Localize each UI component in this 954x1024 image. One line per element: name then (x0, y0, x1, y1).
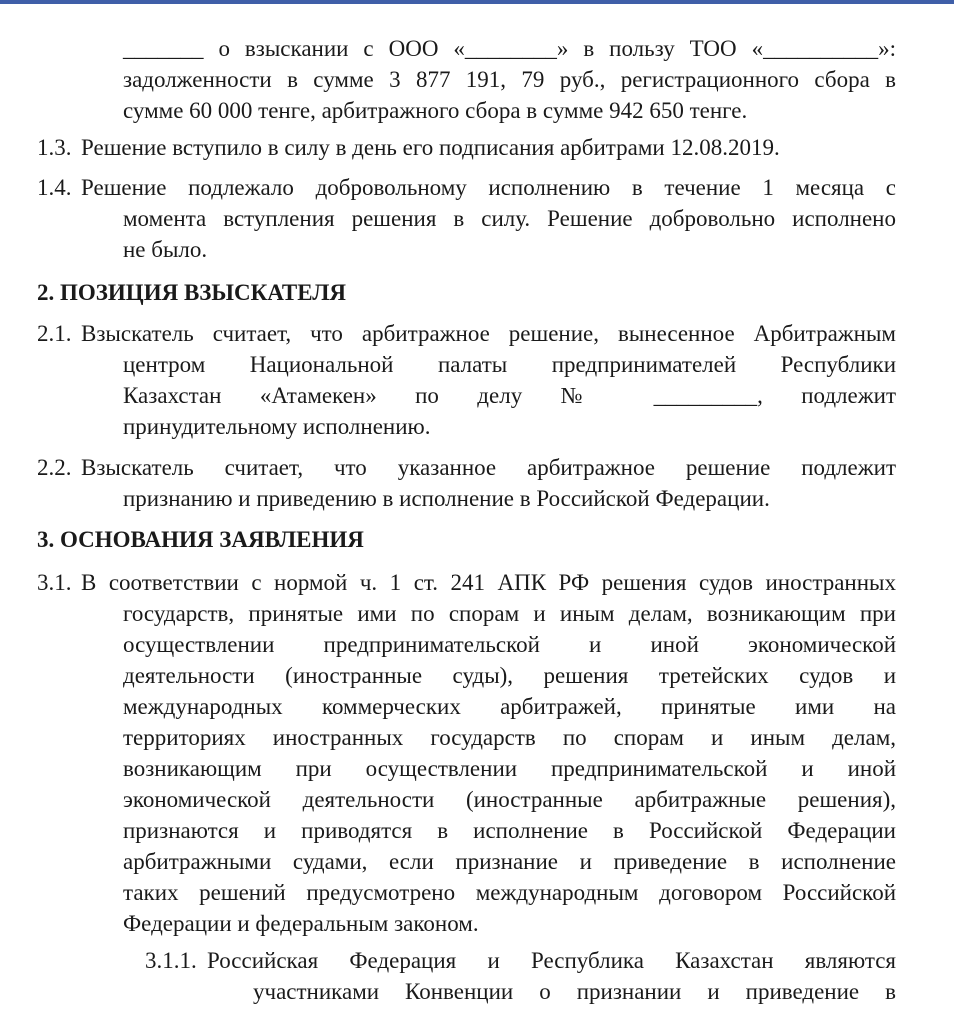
text-line: задолженности в сумме 3 877 191, 79 руб., регистрационного сбора в (123, 67, 896, 92)
paragraph-2-2-first-line (81, 452, 896, 483)
text-line: территориях иностранных государств по спорам и иным делам, (123, 725, 896, 750)
text-line: Федерации и федеральным законом. (123, 911, 479, 936)
paragraph-3-1-1 (253, 976, 896, 1007)
text-line: момента вступления решения в силу. Решение добровольно исполнено (123, 206, 896, 231)
paragraph-3-1 (123, 598, 896, 939)
paragraph-3-1-first-line (81, 567, 896, 598)
text-line: сумме 60 000 тенге, арбитражного сбора в сумме 942 650 тенге. (123, 98, 748, 123)
text-line: арбитражными судами, если признание и приведение в исполнение (123, 849, 896, 874)
text-line: Взыскатель считает, что указанное арбитражное решение подлежит (81, 455, 896, 480)
paragraph-number: 1.3. (37, 135, 72, 160)
text-line: международных коммерческих арбитражей, принятые ими на (123, 694, 896, 719)
paragraph-1-2-continuation (123, 33, 896, 126)
text-line: Решение подлежало добровольному исполнению в течение 1 месяца с (81, 175, 896, 200)
paragraph-number: 2.2. (37, 455, 72, 480)
top-accent-bar (0, 0, 954, 4)
paragraph-2-2 (123, 483, 896, 514)
text-line: осуществлении предпринимательской и иной экономической (123, 632, 896, 657)
section-heading: 2. ПОЗИЦИЯ ВЗЫСКАТЕЛЯ (37, 280, 347, 305)
paragraph-3-1-1-first-line (207, 945, 896, 976)
text-line: таких решений предусмотрено международным договором Российской (123, 880, 896, 905)
text-line: участниками Конвенции о признании и приведение в (253, 979, 896, 1004)
text-line: Казахстан «Атамекен» по делу № _________, подлежит (123, 383, 896, 408)
text-line: признаются и приводятся в исполнение в Российской Федерации (123, 818, 896, 843)
paragraph-number: 3.1.1. (145, 948, 197, 973)
text-line: экономической деятельности (иностранные арбитражные решения), (123, 787, 896, 812)
paragraph-number: 1.4. (37, 175, 72, 200)
paragraph-1-4 (123, 203, 896, 265)
text-line: не было. (123, 237, 208, 262)
paragraph-number: 2.1. (37, 321, 72, 346)
text-line: Взыскатель считает, что арбитражное решение, вынесенное Арбитражным (81, 321, 896, 346)
paragraph-1-4-first-line (81, 172, 896, 203)
paragraph-2-1 (123, 349, 896, 442)
text-line: центром Национальной палаты предпринимателей Республики (123, 352, 896, 377)
text-line: признанию и приведению в исполнение в Российской Федерации. (123, 486, 770, 511)
text-line: В соответствии с нормой ч. 1 ст. 241 АПК РФ решения судов иностранных (81, 570, 896, 595)
text-line: деятельности (иностранные суды), решения третейских судов и (123, 663, 896, 688)
text-line: возникающим при осуществлении предпринимательской и иной (123, 756, 896, 781)
paragraph-2-1-first-line (81, 318, 896, 349)
section-heading: 3. ОСНОВАНИЯ ЗАЯВЛЕНИЯ (37, 527, 364, 552)
text-line: Российская Федерация и Республика Казахстан являются (207, 948, 896, 973)
paragraph-number: 3.1. (37, 570, 72, 595)
text-line: государств, принятые ими по спорам и иным делам, возникающим при (123, 601, 896, 626)
text-line: принудительному исполнению. (123, 414, 431, 439)
text-line: _______ о взыскании с ООО «________» в пользу ТОО «__________»: (123, 36, 896, 61)
paragraph-1-3 (81, 132, 896, 163)
text-line: Решение вступило в силу в день его подписания арбитрами 12.08.2019. (81, 135, 780, 160)
